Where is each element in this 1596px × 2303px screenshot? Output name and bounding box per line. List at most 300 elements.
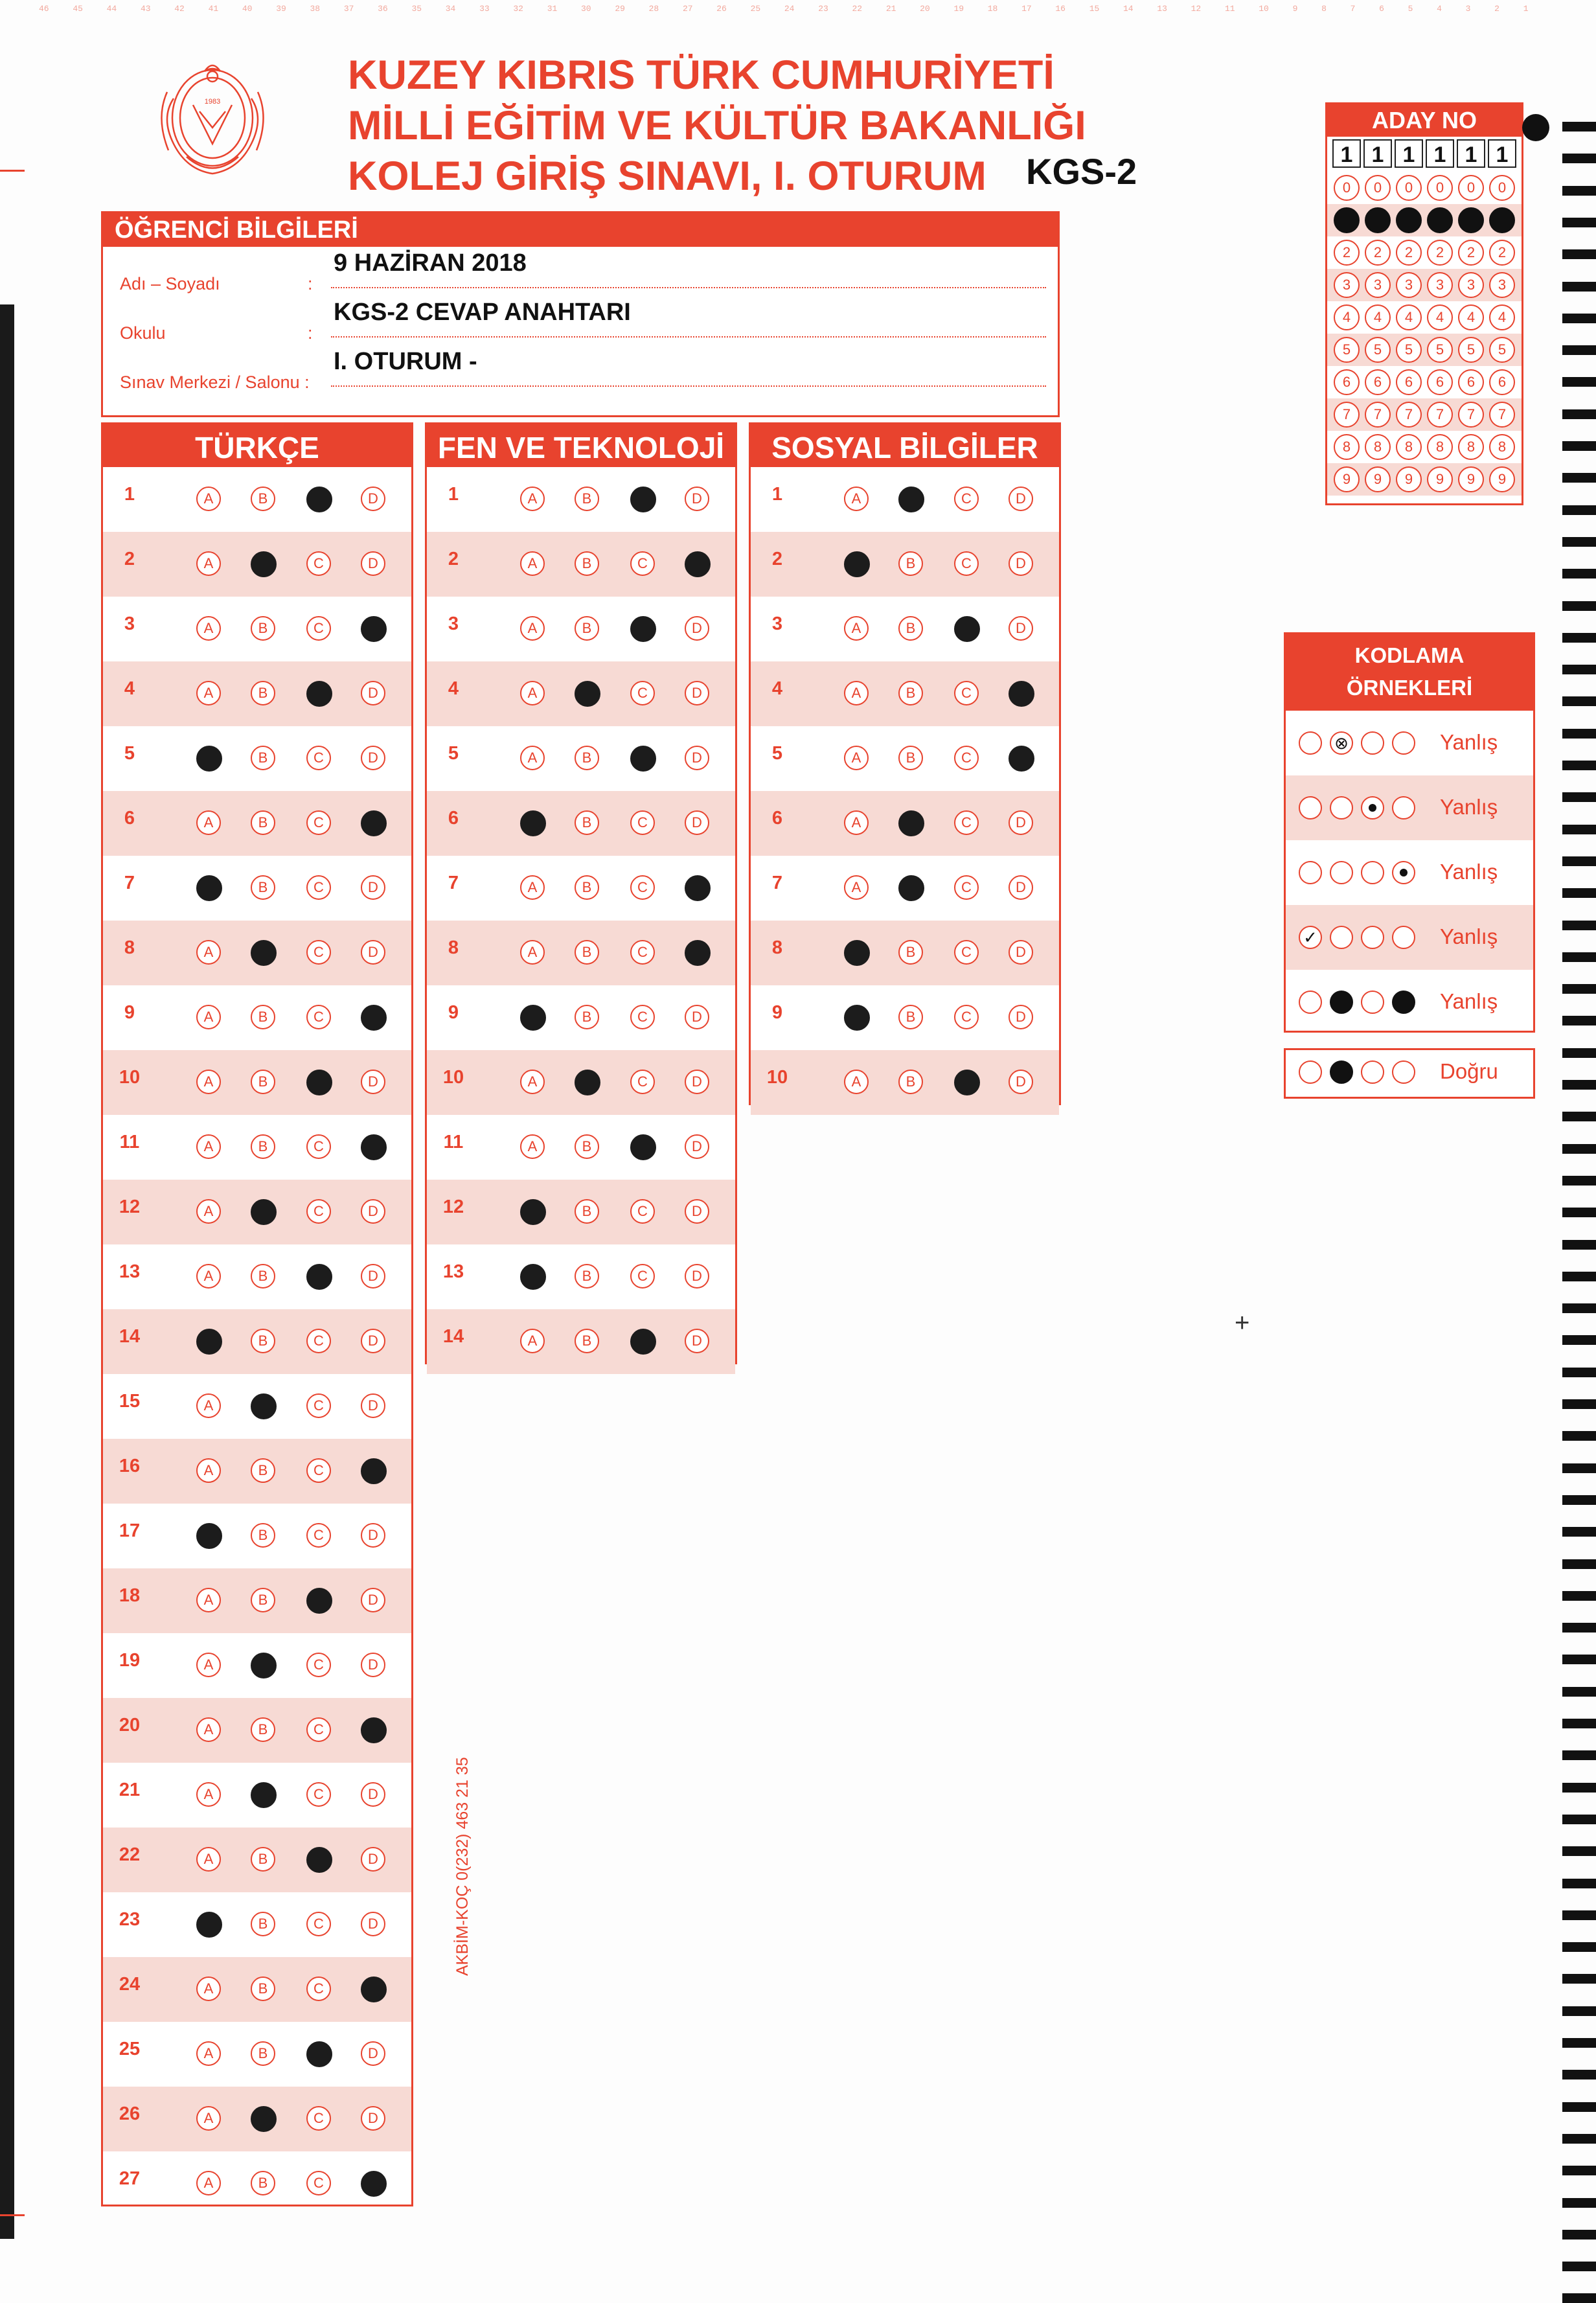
ruler-number: 33 [479,4,490,14]
answer-bubble-a[interactable]: A [844,681,869,705]
answer-bubble-filled[interactable] [251,1393,277,1419]
aday-no-bubble[interactable]: 9 [1365,466,1391,492]
answer-bubble-filled[interactable] [361,616,387,642]
answer-bubble-c[interactable]: C [306,1976,331,2001]
answer-bubble-d[interactable]: D [361,1912,385,1936]
answer-bubble-filled[interactable] [361,2171,387,2197]
ruler-number: 7 [1350,4,1356,14]
aday-no-bubble[interactable]: 6 [1365,369,1391,395]
answer-bubble-c[interactable]: C [306,1005,331,1029]
answer-bubble-c[interactable]: C [630,810,655,835]
answer-bubble-c[interactable]: C [306,1458,331,1483]
aday-no-bubble[interactable]: 4 [1489,304,1515,330]
answer-bubble-c[interactable]: C [630,1005,655,1029]
answer-bubble-filled[interactable] [196,1523,222,1549]
question-number: 14 [442,1326,464,1347]
answer-bubble-b[interactable]: B [251,2041,275,2066]
answer-bubble-c[interactable]: C [306,1134,331,1159]
answer-bubble-c[interactable]: C [630,551,655,576]
answer-bubble-d[interactable]: D [685,1329,709,1353]
answer-bubble-c[interactable]: C [306,1393,331,1418]
answer-bubble-c[interactable]: C [306,875,331,900]
answer-bubble-a[interactable]: A [196,1847,221,1872]
aday-no-bubble[interactable]: 0 [1427,175,1453,201]
answer-bubble-d[interactable]: D [361,681,385,705]
answer-bubble-c[interactable]: C [630,875,655,900]
answer-bubble-a[interactable]: A [520,487,545,511]
answer-bubble-b[interactable]: B [575,940,599,965]
answer-bubble-a[interactable]: A [196,810,221,835]
answer-bubble-d[interactable]: D [685,1005,709,1029]
answer-bubble-filled[interactable] [306,1264,332,1290]
aday-no-bubble[interactable]: 0 [1396,175,1422,201]
answer-bubble-a[interactable]: A [196,616,221,641]
question-number: 5 [124,743,135,764]
example-bubble [1299,796,1322,819]
aday-no-bubble[interactable]: 4 [1334,304,1360,330]
answer-bubble-a[interactable]: A [196,1134,221,1159]
aday-no-bubble[interactable]: 2 [1334,240,1360,266]
answer-bubble-a[interactable]: A [520,875,545,900]
answer-bubble-b[interactable]: B [898,681,923,705]
answer-bubble-b[interactable]: B [251,2171,275,2195]
answer-bubble-a[interactable]: A [196,2106,221,2131]
answer-bubble-b[interactable]: B [251,1523,275,1548]
answer-bubble-filled[interactable] [630,1134,656,1160]
answer-bubble-d[interactable]: D [1009,487,1033,511]
answer-bubble-a[interactable]: A [844,487,869,511]
aday-no-bubble-filled[interactable] [1334,207,1360,233]
answer-bubble-d[interactable]: D [685,1199,709,1224]
answer-bubble-a[interactable]: A [196,1264,221,1289]
aday-no-bubble[interactable]: 9 [1489,466,1515,492]
answer-bubble-d[interactable]: D [361,1070,385,1094]
answer-bubble-a[interactable]: A [196,1782,221,1807]
answer-bubble-filled[interactable] [630,487,656,512]
answer-bubble-b[interactable]: B [575,1264,599,1289]
answer-bubble-filled[interactable] [844,551,870,577]
aday-no-bubble[interactable]: 6 [1396,369,1422,395]
answer-bubble-b[interactable]: B [898,1070,923,1094]
aday-no-bubble[interactable]: 9 [1396,466,1422,492]
answer-bubble-d[interactable]: D [361,1329,385,1353]
answer-bubble-a[interactable]: A [520,681,545,705]
aday-no-bubble-filled[interactable] [1427,207,1453,233]
question-number: 1 [124,484,135,505]
answer-bubble-d[interactable]: D [685,1134,709,1159]
answer-bubble-b[interactable]: B [251,1912,275,1936]
answer-bubble-b[interactable]: B [251,875,275,900]
answer-bubble-a[interactable]: A [520,746,545,770]
answer-bubble-filled[interactable] [630,616,656,642]
answer-bubble-filled[interactable] [251,1199,277,1225]
answer-bubble-c[interactable]: C [306,1329,331,1353]
answer-bubble-d[interactable]: D [361,1264,385,1289]
timing-mark [1562,1527,1596,1537]
answer-bubble-filled[interactable] [954,616,980,642]
answer-bubble-b[interactable]: B [898,616,923,641]
answer-bubble-c[interactable]: C [630,681,655,705]
answer-bubble-d[interactable]: D [361,875,385,900]
aday-no-bubble[interactable]: 0 [1489,175,1515,201]
answer-bubble-b[interactable]: B [251,746,275,770]
question-row [103,2087,411,2151]
aday-no-bubble[interactable]: 8 [1427,434,1453,460]
answer-bubble-filled[interactable] [520,1264,546,1290]
aday-no-bubble-filled[interactable] [1396,207,1422,233]
aday-no-bubble[interactable]: 4 [1396,304,1422,330]
aday-no-bubble[interactable]: 6 [1427,369,1453,395]
answer-bubble-c[interactable]: C [954,487,979,511]
answer-bubble-d[interactable]: D [685,616,709,641]
answer-bubble-filled[interactable] [361,1134,387,1160]
answer-bubble-b[interactable]: B [575,875,599,900]
answer-bubble-a[interactable]: A [196,551,221,576]
answer-bubble-filled[interactable] [306,1588,332,1614]
answer-bubble-b[interactable]: B [575,616,599,641]
aday-no-bubble[interactable]: 5 [1427,337,1453,363]
answer-bubble-d[interactable]: D [1009,551,1033,576]
answer-bubble-b[interactable]: B [251,1005,275,1029]
answer-bubble-a[interactable]: A [520,1134,545,1159]
question-row [103,1828,411,1892]
answer-bubble-d[interactable]: D [1009,1005,1033,1029]
answer-bubble-d[interactable]: D [361,2041,385,2066]
timing-mark [1562,1783,1596,1793]
aday-no-bubble[interactable]: 7 [1427,402,1453,428]
answer-bubble-filled[interactable] [685,875,711,901]
answer-bubble-b[interactable]: B [575,810,599,835]
answer-bubble-a[interactable]: A [196,681,221,705]
answer-bubble-c[interactable]: C [630,1199,655,1224]
answer-bubble-a[interactable]: A [196,1458,221,1483]
answer-bubble-c[interactable]: C [954,681,979,705]
timing-mark [1562,314,1596,323]
answer-bubble-filled[interactable] [196,746,222,772]
answer-bubble-filled[interactable] [954,1070,980,1095]
answer-bubble-b[interactable]: B [575,1134,599,1159]
aday-no-bubble[interactable]: 9 [1334,466,1360,492]
answer-bubble-b[interactable]: B [251,1070,275,1094]
answer-bubble-c[interactable]: C [954,940,979,965]
aday-no-bubble[interactable]: 7 [1365,402,1391,428]
answer-bubble-c[interactable]: C [306,1653,331,1677]
answer-bubble-filled[interactable] [575,1070,600,1095]
answer-bubble-b[interactable]: B [251,1329,275,1353]
answer-bubble-b[interactable]: B [575,746,599,770]
answer-bubble-a[interactable]: A [196,1005,221,1029]
answer-bubble-b[interactable]: B [251,1588,275,1612]
answer-bubble-filled[interactable] [251,551,277,577]
question-row [103,661,411,726]
answer-bubble-filled[interactable] [361,1005,387,1031]
answer-bubble-a[interactable]: A [196,2171,221,2195]
answer-bubble-a[interactable]: A [520,616,545,641]
aday-no-bubble[interactable]: 4 [1365,304,1391,330]
answer-bubble-filled[interactable] [306,1847,332,1873]
ruler-number: 35 [411,4,422,14]
aday-no-bubble[interactable]: 6 [1334,369,1360,395]
answer-bubble-d[interactable]: D [361,1782,385,1807]
answer-bubble-filled[interactable] [361,810,387,836]
answer-bubble-d[interactable]: D [361,1393,385,1418]
aday-no-bubble[interactable]: 7 [1458,402,1484,428]
answer-bubble-d[interactable]: D [1009,810,1033,835]
answer-bubble-d[interactable]: D [1009,875,1033,900]
answer-bubble-filled[interactable] [844,940,870,966]
answer-bubble-d[interactable]: D [361,1199,385,1224]
answer-bubble-d[interactable]: D [685,681,709,705]
wrong-label: Yanlış [1440,730,1498,754]
answer-bubble-filled[interactable] [306,1070,332,1095]
aday-no-bubble[interactable]: 6 [1489,369,1515,395]
answer-bubble-b[interactable]: B [251,1717,275,1742]
answer-bubble-a[interactable]: A [520,940,545,965]
answer-bubble-d[interactable]: D [361,746,385,770]
answer-bubble-b[interactable]: B [575,487,599,511]
answer-bubble-b[interactable]: B [575,1329,599,1353]
answer-bubble-a[interactable]: A [196,1588,221,1612]
answer-bubble-b[interactable]: B [575,1005,599,1029]
answer-bubble-filled[interactable] [306,681,332,707]
answer-bubble-a[interactable]: A [196,1717,221,1742]
answer-bubble-c[interactable]: C [306,746,331,770]
answer-bubble-a[interactable]: A [196,940,221,965]
timing-mark [1562,345,1596,355]
answer-bubble-filled[interactable] [251,2106,277,2132]
aday-no-bubble-filled[interactable] [1489,207,1515,233]
answer-bubble-filled[interactable] [196,1329,222,1355]
answer-bubble-c[interactable]: C [306,2171,331,2195]
ruler-number: 46 [39,4,49,14]
aday-no-bubble[interactable]: 7 [1334,402,1360,428]
answer-bubble-a[interactable]: A [520,1329,545,1353]
answer-bubble-a[interactable]: A [844,616,869,641]
example-bubble [1392,796,1415,819]
ruler-number: 22 [852,4,863,14]
question-number: 13 [442,1261,464,1282]
answer-bubble-d[interactable]: D [685,1264,709,1289]
ruler-number: 44 [106,4,117,14]
answer-bubble-b[interactable]: B [575,1199,599,1224]
aday-no-bubble[interactable]: 0 [1365,175,1391,201]
answer-bubble-d[interactable]: D [685,487,709,511]
answer-bubble-d[interactable]: D [361,2106,385,2131]
answer-bubble-filled[interactable] [898,810,924,836]
answer-bubble-a[interactable]: A [196,1976,221,2001]
aday-no-bubble[interactable]: 2 [1458,240,1484,266]
aday-no-bubble[interactable]: 3 [1396,272,1422,298]
answer-bubble-b[interactable]: B [575,551,599,576]
answer-bubble-filled[interactable] [1009,681,1034,707]
aday-no-bubble[interactable]: 0 [1458,175,1484,201]
timing-mark [1562,1655,1596,1664]
aday-no-bubble[interactable]: 2 [1396,240,1422,266]
aday-no-bubble[interactable]: 3 [1334,272,1360,298]
ruler-number: 18 [987,4,998,14]
answer-bubble-c[interactable]: C [954,746,979,770]
answer-bubble-filled[interactable] [898,875,924,901]
question-row [427,1309,735,1374]
answer-bubble-d[interactable]: D [1009,616,1033,641]
aday-no-bubble[interactable]: 5 [1489,337,1515,363]
answer-bubble-d[interactable]: D [361,1523,385,1548]
aday-no-bubble[interactable]: 2 [1489,240,1515,266]
answer-bubble-filled[interactable] [251,1782,277,1808]
answer-bubble-a[interactable]: A [844,810,869,835]
question-row [103,1244,411,1309]
answer-bubble-filled[interactable] [685,551,711,577]
aday-no-bubble[interactable]: 3 [1458,272,1484,298]
question-row [103,532,411,597]
answer-bubble-c[interactable]: C [306,2106,331,2131]
answer-bubble-d[interactable]: D [685,810,709,835]
answer-bubble-b[interactable]: B [251,1458,275,1483]
answer-bubble-d[interactable]: D [1009,1070,1033,1094]
answer-bubble-filled[interactable] [520,1199,546,1225]
answer-bubble-c[interactable]: C [630,1070,655,1094]
answer-bubble-filled[interactable] [251,1653,277,1679]
answer-bubble-b[interactable]: B [251,487,275,511]
aday-no-bubble[interactable]: 7 [1396,402,1422,428]
answer-bubble-d[interactable]: D [361,1588,385,1612]
answer-bubble-d[interactable]: D [361,940,385,965]
answer-bubble-filled[interactable] [251,940,277,966]
answer-bubble-d[interactable]: D [361,551,385,576]
answer-bubble-a[interactable]: A [196,1199,221,1224]
question-row [751,532,1059,597]
answer-bubble-c[interactable]: C [954,810,979,835]
answer-bubble-filled[interactable] [575,681,600,707]
aday-no-bubble[interactable]: 7 [1489,402,1515,428]
aday-no-bubble-filled[interactable] [1365,207,1391,233]
answer-bubble-c[interactable]: C [630,1264,655,1289]
aday-no-bubble[interactable]: 5 [1396,337,1422,363]
answer-bubble-filled[interactable] [361,1976,387,2002]
answer-bubble-b[interactable]: B [898,1005,923,1029]
answer-bubble-filled[interactable] [630,1329,656,1355]
aday-no-bubble[interactable]: 2 [1365,240,1391,266]
answer-bubble-a[interactable]: A [196,487,221,511]
answer-bubble-a[interactable]: A [196,2041,221,2066]
answer-bubble-c[interactable]: C [630,940,655,965]
answer-bubble-filled[interactable] [685,940,711,966]
answer-bubble-d[interactable]: D [361,1847,385,1872]
aday-no-bubble[interactable]: 8 [1334,434,1360,460]
answer-bubble-b[interactable]: B [251,1264,275,1289]
timing-mark [1562,761,1596,770]
answer-bubble-c[interactable]: C [954,551,979,576]
answer-bubble-a[interactable]: A [520,551,545,576]
answer-bubble-filled[interactable] [306,2041,332,2067]
timing-mark [1562,984,1596,994]
aday-no-bubble[interactable]: 6 [1458,369,1484,395]
timing-mark [1562,1335,1596,1345]
aday-no-bubble[interactable]: 3 [1427,272,1453,298]
answer-bubble-c[interactable]: C [954,1005,979,1029]
answer-bubble-c[interactable]: C [954,875,979,900]
answer-bubble-b[interactable]: B [251,681,275,705]
aday-no-bubble[interactable]: 5 [1334,337,1360,363]
answer-bubble-d[interactable]: D [361,487,385,511]
answer-bubble-filled[interactable] [844,1005,870,1031]
aday-no-bubble[interactable]: 9 [1427,466,1453,492]
answer-bubble-d[interactable]: D [685,1070,709,1094]
answer-bubble-d[interactable]: D [361,1653,385,1677]
answer-bubble-c[interactable]: C [306,1523,331,1548]
aday-no-bubble[interactable]: 8 [1365,434,1391,460]
question-number: 3 [771,613,783,634]
answer-bubble-filled[interactable] [630,746,656,772]
answer-bubble-b[interactable]: B [251,1847,275,1872]
aday-no-bubble[interactable]: 3 [1365,272,1391,298]
aday-no-bubble[interactable]: 8 [1458,434,1484,460]
answer-bubble-filled[interactable] [520,810,546,836]
answer-bubble-c[interactable]: C [306,616,331,641]
aday-no-bubble[interactable]: 0 [1334,175,1360,201]
answer-bubble-a[interactable]: A [196,1653,221,1677]
question-number: 6 [771,808,783,829]
answer-bubble-d[interactable]: D [685,746,709,770]
answer-bubble-b[interactable]: B [251,810,275,835]
answer-bubble-filled[interactable] [361,1717,387,1743]
answer-bubble-b[interactable]: B [898,746,923,770]
answer-bubble-filled[interactable] [196,1912,222,1938]
svg-text:1983: 1983 [204,98,221,106]
answer-bubble-filled[interactable] [1009,746,1034,772]
answer-bubble-a[interactable]: A [844,746,869,770]
answer-bubble-a[interactable]: A [196,1393,221,1418]
answer-bubble-c[interactable]: C [306,810,331,835]
answer-bubble-filled[interactable] [196,875,222,901]
aday-no-bubble[interactable]: 5 [1365,337,1391,363]
aday-no-bubble[interactable]: 5 [1458,337,1484,363]
answer-bubble-c[interactable]: C [306,1782,331,1807]
aday-no-bubble[interactable]: 8 [1489,434,1515,460]
aday-no-bubble[interactable]: 4 [1458,304,1484,330]
ruler-number: 29 [615,4,625,14]
timing-mark [1562,1942,1596,1952]
answer-bubble-c[interactable]: C [306,940,331,965]
aday-no-bubble[interactable]: 9 [1458,466,1484,492]
answer-bubble-c[interactable]: C [306,551,331,576]
answer-bubble-b[interactable]: B [251,1134,275,1159]
answer-bubble-filled[interactable] [520,1005,546,1031]
timing-mark [1562,952,1596,962]
aday-no-bubble[interactable]: 2 [1427,240,1453,266]
answer-bubble-b[interactable]: B [251,1976,275,2001]
answer-bubble-a[interactable]: A [844,875,869,900]
answer-bubble-filled[interactable] [898,487,924,512]
answer-bubble-b[interactable]: B [898,551,923,576]
answer-bubble-d[interactable]: D [1009,940,1033,965]
answer-bubble-a[interactable]: A [844,1070,869,1094]
answer-bubble-b[interactable]: B [251,616,275,641]
answer-bubble-filled[interactable] [361,1458,387,1484]
answer-bubble-c[interactable]: C [306,1717,331,1742]
aday-no-bubble-filled[interactable] [1458,207,1484,233]
answer-bubble-a[interactable]: A [196,1070,221,1094]
question-row [751,1050,1059,1115]
answer-bubble-filled[interactable] [306,487,332,512]
answer-bubble-b[interactable]: B [898,940,923,965]
answer-bubble-a[interactable]: A [520,1070,545,1094]
aday-no-bubble[interactable]: 4 [1427,304,1453,330]
answer-bubble-c[interactable]: C [306,1912,331,1936]
answer-bubble-c[interactable]: C [306,1199,331,1224]
aday-no-bubble[interactable]: 8 [1396,434,1422,460]
aday-no-bubble[interactable]: 3 [1489,272,1515,298]
